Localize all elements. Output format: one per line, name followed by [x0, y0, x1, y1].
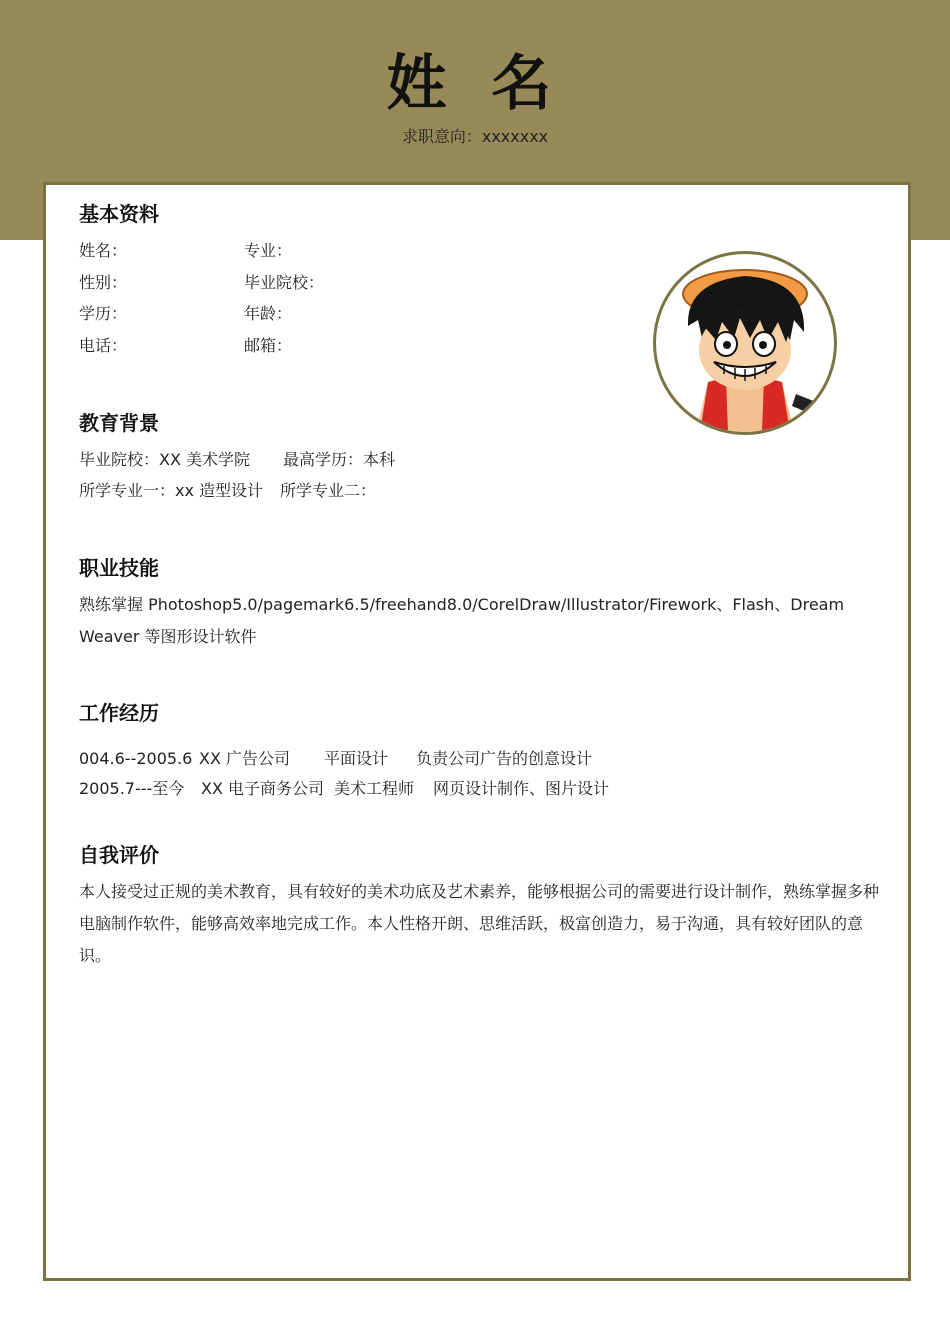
work-period: 004.6--2005.6	[79, 749, 193, 768]
work-company: XX 电子商务公司	[201, 779, 325, 798]
work-period: 2005.7---至今	[79, 779, 185, 798]
skills-text: 熟练掌握 Photoshop5.0/pagemark6.5/freehand8.0/CorelDraw/Illustrator/Firework、Flash、Dream Weaver 等图形设计软件	[79, 595, 845, 646]
field-degree: 学历：	[79, 304, 128, 323]
section-title-work: 工作经历	[79, 701, 159, 725]
edu-major-2: 所学专业二：	[280, 481, 377, 500]
edu-major-1: 所学专业一：xx 造型设计	[79, 481, 264, 500]
field-school: 毕业院校：	[244, 273, 325, 292]
self-evaluation-text: 本人接受过正规的美术教育，具有较好的美术功底及艺术素养，能够根据公司的需要进行设计制作，熟练掌握多种电脑制作软件，能够高效率地完成工作。本人性格开朗、思维活跃，极富创造力，易于沟通，具有较好团队的意识。	[79, 882, 880, 965]
section-title-self: 自我评价	[79, 843, 159, 867]
edu-school: 毕业院校：XX 美术学院	[79, 450, 251, 469]
resume-card	[43, 182, 911, 1281]
resume-name: 姓 名	[386, 49, 564, 119]
field-gender: 性别：	[79, 273, 128, 292]
work-company: XX 广告公司	[199, 749, 291, 768]
avatar-cartoon-icon	[656, 254, 834, 432]
work-position: 美术工程师	[334, 779, 415, 798]
field-name: 姓名：	[79, 241, 128, 260]
field-major: 专业：	[244, 241, 293, 260]
work-duty: 网页设计制作、图片设计	[433, 779, 610, 798]
field-email: 邮箱：	[244, 336, 293, 355]
edu-degree: 最高学历：本科	[283, 450, 396, 469]
section-title-basic: 基本资料	[79, 202, 159, 226]
section-title-education: 教育背景	[79, 411, 159, 435]
field-phone: 电话：	[79, 336, 128, 355]
work-position: 平面设计	[324, 749, 389, 768]
job-intent: 求职意向：xxxxxxx	[401, 127, 549, 146]
work-duty: 负责公司广告的创意设计	[416, 749, 593, 768]
field-age: 年龄：	[244, 304, 293, 323]
section-title-skills: 职业技能	[79, 556, 159, 580]
profile-photo	[653, 251, 837, 435]
